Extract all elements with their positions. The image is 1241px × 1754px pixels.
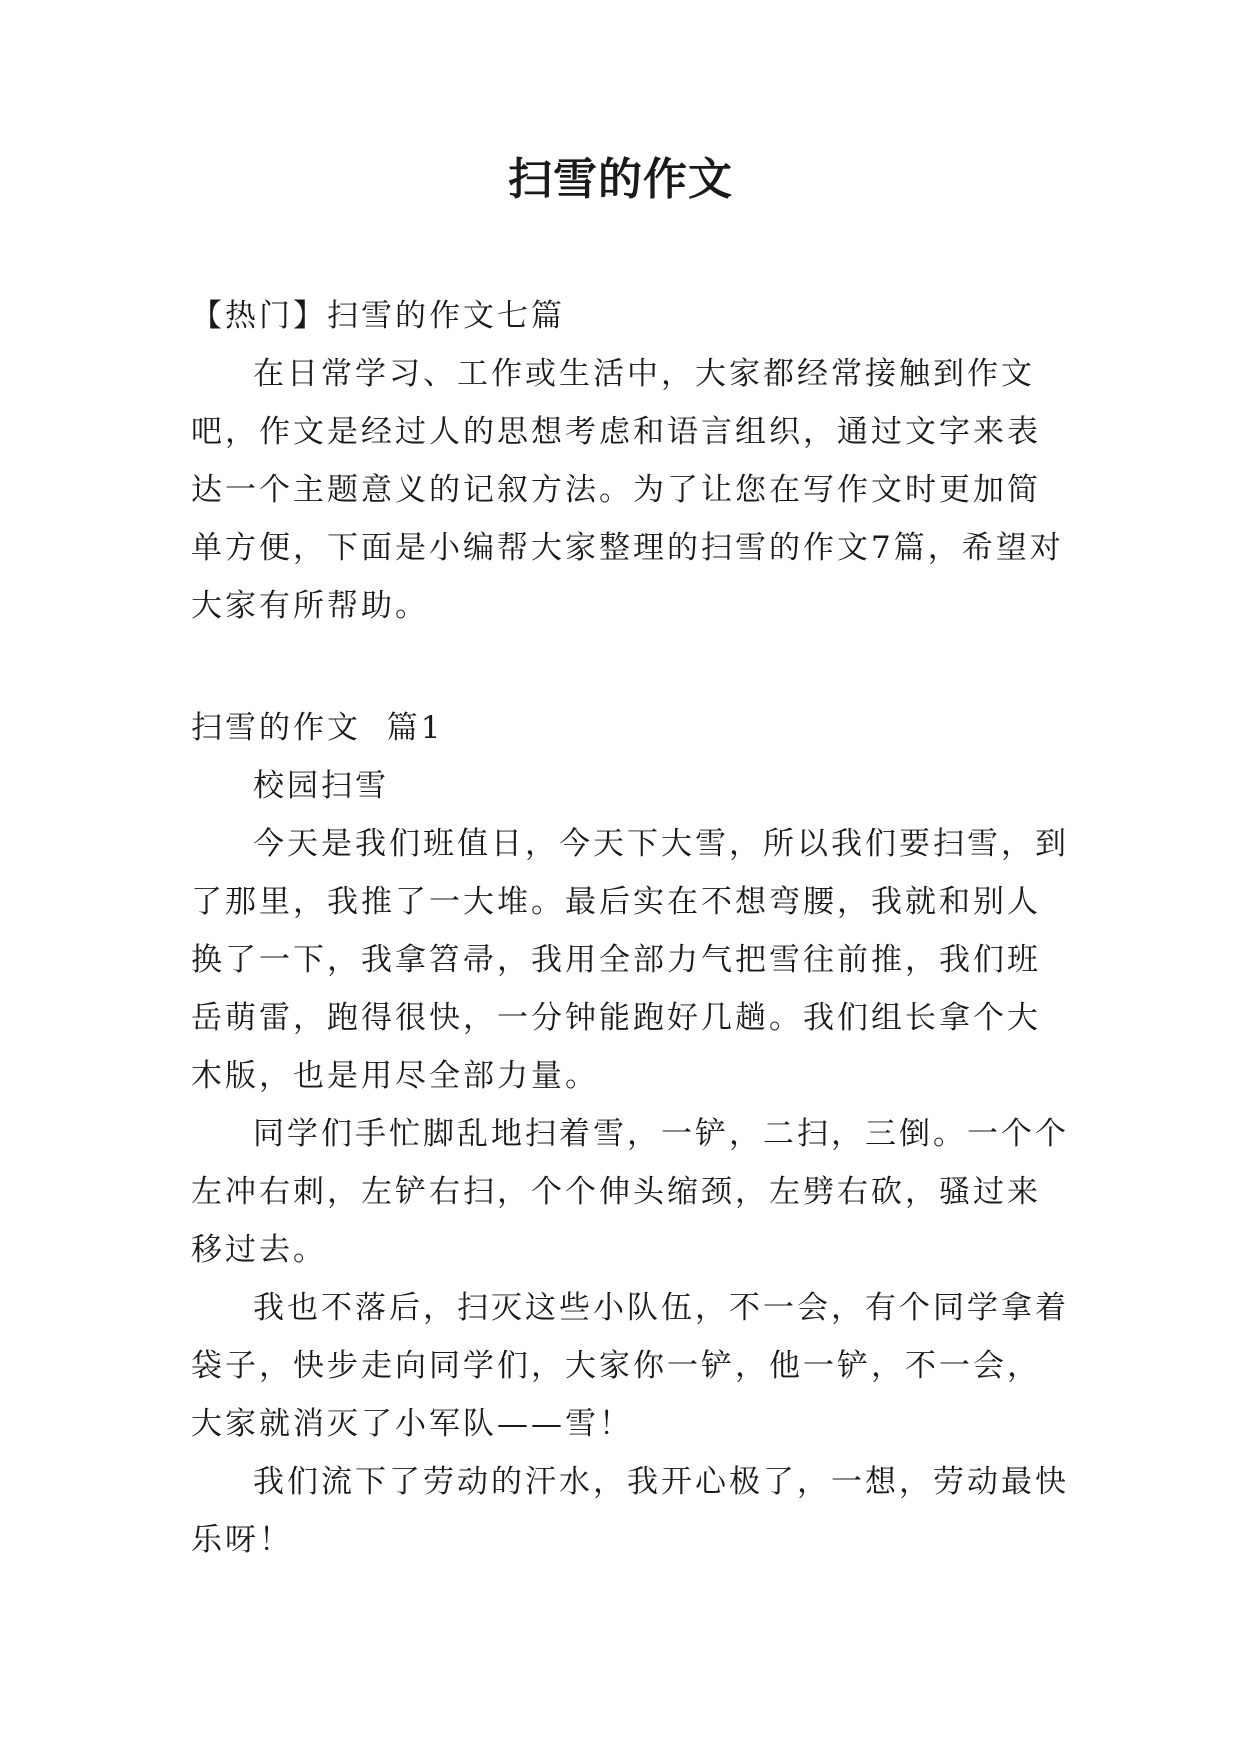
essay-title: 校园扫雪 (253, 768, 389, 804)
essay-paragraph: 我们流下了劳动的汗水，我开心极了，一想，劳动最快乐呀！ (191, 1464, 1069, 1558)
document-body (191, 287, 1071, 1569)
article-heading: 【热门】扫雪的作文七篇 (191, 298, 565, 334)
document-title: 扫雪的作文 (508, 154, 733, 205)
section-title: 扫雪的作文 篇1 (191, 710, 444, 746)
intro-paragraph: 在日常学习、工作或生活中，大家都经常接触到作文吧，作文是经过人的思想考虑和语言组织，通过文字来表达一个主题意义的记叙方法。为了让您在写作文时更加简单方便，下面是小编帮大家整理的扫雪的作文7篇，希望对大家有所帮助。 (191, 356, 1064, 624)
essay-paragraph: 今天是我们班值日，今天下大雪，所以我们要扫雪，到了那里，我推了一大堆。最后实在不想弯腰，我就和别人换了一下，我拿笤帚，我用全部力气把雪往前推，我们班岳萌雷，跑得很快，一分钟能跑好几趟。我们组长拿个大木版，也是用尽全部力量。 (191, 826, 1069, 1094)
essay-paragraph: 我也不落后，扫灭这些小队伍，不一会，有个同学拿着袋子，快步走向同学们，大家你一铲，他一铲，不一会，大家就消灭了小军队——雪！ (191, 1290, 1069, 1442)
section-spacer (191, 635, 1071, 699)
essay-paragraph: 同学们手忙脚乱地扫着雪，一铲，二扫，三倒。一个个左冲右刺，左铲右扫，个个伸头缩颈，左劈右砍，骚过来移过去。 (191, 1116, 1069, 1268)
